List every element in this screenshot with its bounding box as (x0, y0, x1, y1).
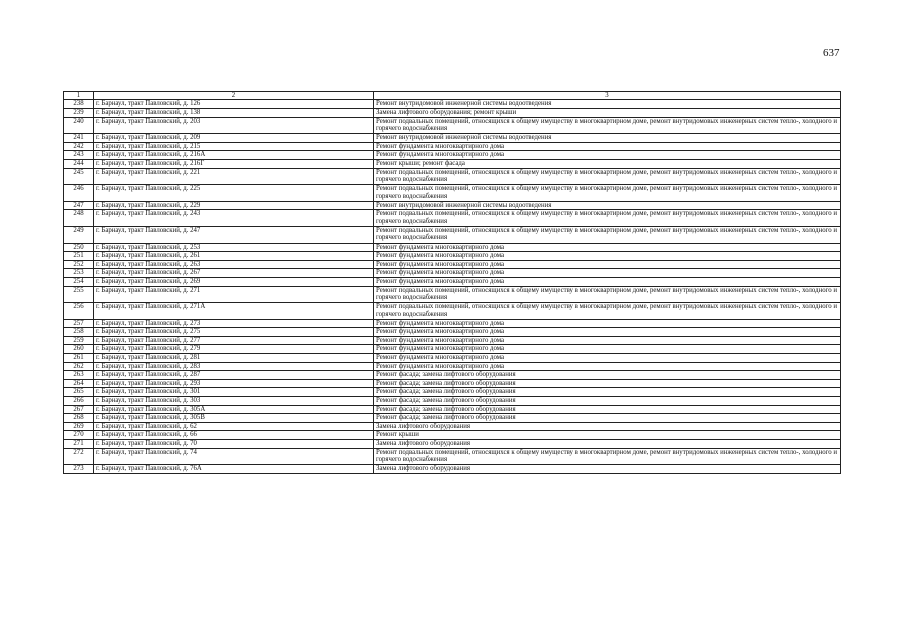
table-row (64, 100, 841, 109)
work-type-cell: Ремонт подвальных помещений, относящихся к общему имуществу в многоквартирном доме, ремонт внутридомовых инженерных систем тепло-, холодного и горячего водоснабжения (374, 210, 841, 227)
work-type-cell: Замена лифтового оборудования (374, 440, 841, 449)
work-type-cell: Ремонт фундамента многоквартирного дома (374, 142, 841, 151)
row-number-cell: 249 (64, 226, 94, 243)
table-row (64, 117, 841, 134)
table-row (64, 414, 841, 423)
table-row (64, 422, 841, 431)
table-row (64, 142, 841, 151)
table-row (64, 371, 841, 380)
table-row (64, 362, 841, 371)
row-number-cell: 255 (64, 286, 94, 303)
row-number-cell: 272 (64, 448, 94, 465)
address-cell: г. Барнаул, тракт Павловский, д. 74 (94, 448, 374, 465)
address-cell: г. Барнаул, тракт Павловский, д. 271А (94, 303, 374, 320)
table-row (64, 336, 841, 345)
repair-register-table (63, 91, 841, 474)
address-cell: г. Барнаул, тракт Павловский, д. 76А (94, 465, 374, 474)
table-row (64, 328, 841, 337)
table-row (64, 345, 841, 354)
address-cell: г. Барнаул, тракт Павловский, д. 62 (94, 422, 374, 431)
table-row (64, 405, 841, 414)
table-row (64, 440, 841, 449)
address-cell: г. Барнаул, тракт Павловский, д. 138 (94, 109, 374, 118)
address-cell: г. Барнаул, тракт Павловский, д. 216Г (94, 159, 374, 168)
row-number-cell: 258 (64, 328, 94, 337)
table-row (64, 252, 841, 261)
column-header-3: 3 (374, 92, 841, 100)
work-type-cell: Ремонт фасада; замена лифтового оборудования (374, 414, 841, 423)
table-row (64, 243, 841, 252)
row-number-cell: 252 (64, 260, 94, 269)
table-row (64, 448, 841, 465)
table-row (64, 159, 841, 168)
work-type-cell: Ремонт фасада; замена лифтового оборудования (374, 388, 841, 397)
row-number-cell: 273 (64, 465, 94, 474)
row-number-cell: 269 (64, 422, 94, 431)
table-row (64, 260, 841, 269)
table-row (64, 303, 841, 320)
address-cell: г. Барнаул, тракт Павловский, д. 279 (94, 345, 374, 354)
address-cell: г. Барнаул, тракт Павловский, д. 277 (94, 336, 374, 345)
address-cell: г. Барнаул, тракт Павловский, д. 203 (94, 117, 374, 134)
row-number-cell: 244 (64, 159, 94, 168)
row-number-cell: 240 (64, 117, 94, 134)
table-row (64, 388, 841, 397)
address-cell: г. Барнаул, тракт Павловский, д. 301 (94, 388, 374, 397)
row-number-cell: 238 (64, 100, 94, 109)
table-row (64, 201, 841, 210)
work-type-cell: Ремонт фасада; замена лифтового оборудования (374, 379, 841, 388)
work-type-cell: Ремонт внутридомовой инженерной системы водоотведения (374, 201, 841, 210)
row-number-cell: 264 (64, 379, 94, 388)
column-header-2: 2 (94, 92, 374, 100)
address-cell: г. Барнаул, тракт Павловский, д. 287 (94, 371, 374, 380)
address-cell: г. Барнаул, тракт Павловский, д. 221 (94, 168, 374, 185)
table-body (64, 100, 841, 473)
row-number-cell: 265 (64, 388, 94, 397)
address-cell: г. Барнаул, тракт Павловский, д. 247 (94, 226, 374, 243)
page-number: 637 (823, 47, 840, 59)
row-number-cell: 247 (64, 201, 94, 210)
work-type-cell: Ремонт внутридомовой инженерной системы водоотведения (374, 134, 841, 143)
work-type-cell: Замена лифтового оборудования (374, 422, 841, 431)
table-row (64, 397, 841, 406)
work-type-cell: Ремонт подвальных помещений, относящихся к общему имуществу в многоквартирном доме, ремонт внутридомовых инженерных систем тепло-, холодного и горячего водоснабжения (374, 303, 841, 320)
work-type-cell: Ремонт фасада; замена лифтового оборудования (374, 397, 841, 406)
address-cell: г. Барнаул, тракт Павловский, д. 281 (94, 354, 374, 363)
row-number-cell: 250 (64, 243, 94, 252)
row-number-cell: 241 (64, 134, 94, 143)
address-cell: г. Барнаул, тракт Павловский, д. 275 (94, 328, 374, 337)
work-type-cell: Ремонт подвальных помещений, относящихся к общему имуществу в многоквартирном доме, ремонт внутридомовых инженерных систем тепло-, холодного и горячего водоснабжения (374, 185, 841, 202)
row-number-cell: 243 (64, 151, 94, 160)
table-row (64, 379, 841, 388)
table-row (64, 431, 841, 440)
work-type-cell: Ремонт фундамента многоквартирного дома (374, 336, 841, 345)
row-number-cell: 266 (64, 397, 94, 406)
row-number-cell: 261 (64, 354, 94, 363)
column-number-row (64, 92, 841, 100)
work-type-cell: Ремонт подвальных помещений, относящихся к общему имуществу в многоквартирном доме, ремонт внутридомовых инженерных систем тепло-, холодного и горячего водоснабжения (374, 168, 841, 185)
work-type-cell: Ремонт фасада; замена лифтового оборудования (374, 371, 841, 380)
work-type-cell: Ремонт фундамента многоквартирного дома (374, 243, 841, 252)
work-type-cell: Ремонт подвальных помещений, относящихся к общему имуществу в многоквартирном доме, ремонт внутридомовых инженерных систем тепло-, холодного и горячего водоснабжения (374, 226, 841, 243)
table-row (64, 226, 841, 243)
work-type-cell: Ремонт подвальных помещений, относящихся к общему имуществу в многоквартирном доме, ремонт внутридомовых инженерных систем тепло-, холодного и горячего водоснабжения (374, 117, 841, 134)
work-type-cell: Ремонт фундамента многоквартирного дома (374, 328, 841, 337)
row-number-cell: 263 (64, 371, 94, 380)
address-cell: г. Барнаул, тракт Павловский, д. 261 (94, 252, 374, 261)
row-number-cell: 253 (64, 269, 94, 278)
address-cell: г. Барнаул, тракт Павловский, д. 209 (94, 134, 374, 143)
work-type-cell: Ремонт крыши (374, 431, 841, 440)
table-row (64, 465, 841, 474)
address-cell: г. Барнаул, тракт Павловский, д. 303 (94, 397, 374, 406)
row-number-cell: 257 (64, 319, 94, 328)
row-number-cell: 271 (64, 440, 94, 449)
work-type-cell: Замена лифтового оборудования (374, 465, 841, 474)
address-cell: г. Барнаул, тракт Павловский, д. 216А (94, 151, 374, 160)
address-cell: г. Барнаул, тракт Павловский, д. 305А (94, 405, 374, 414)
address-cell: г. Барнаул, тракт Павловский, д. 273 (94, 319, 374, 328)
row-number-cell: 270 (64, 431, 94, 440)
row-number-cell: 254 (64, 277, 94, 286)
row-number-cell: 262 (64, 362, 94, 371)
address-cell: г. Барнаул, тракт Павловский, д. 269 (94, 277, 374, 286)
work-type-cell: Ремонт фундамента многоквартирного дома (374, 354, 841, 363)
address-cell: г. Барнаул, тракт Павловский, д. 263 (94, 260, 374, 269)
table-row (64, 185, 841, 202)
address-cell: г. Барнаул, тракт Павловский, д. 293 (94, 379, 374, 388)
work-type-cell: Ремонт подвальных помещений, относящихся к общему имуществу в многоквартирном доме, ремонт внутридомовых инженерных систем тепло-, холодного и горячего водоснабжения (374, 448, 841, 465)
table-row (64, 277, 841, 286)
row-number-cell: 245 (64, 168, 94, 185)
address-cell: г. Барнаул, тракт Павловский, д. 126 (94, 100, 374, 109)
row-number-cell: 251 (64, 252, 94, 261)
work-type-cell: Ремонт фундамента многоквартирного дома (374, 362, 841, 371)
work-type-cell: Замена лифтового оборудования; ремонт крыши (374, 109, 841, 118)
table-row (64, 210, 841, 227)
address-cell: г. Барнаул, тракт Павловский, д. 225 (94, 185, 374, 202)
work-type-cell: Ремонт фундамента многоквартирного дома (374, 151, 841, 160)
address-cell: г. Барнаул, тракт Павловский, д. 283 (94, 362, 374, 371)
work-type-cell: Ремонт фундамента многоквартирного дома (374, 260, 841, 269)
address-cell: г. Барнаул, тракт Павловский, д. 70 (94, 440, 374, 449)
row-number-cell: 268 (64, 414, 94, 423)
work-type-cell: Ремонт подвальных помещений, относящихся к общему имуществу в многоквартирном доме, ремонт внутридомовых инженерных систем тепло-, холодного и горячего водоснабжения (374, 286, 841, 303)
table-row (64, 151, 841, 160)
work-type-cell: Ремонт фундамента многоквартирного дома (374, 277, 841, 286)
address-cell: г. Барнаул, тракт Павловский, д. 243 (94, 210, 374, 227)
column-header-1: 1 (64, 92, 94, 100)
row-number-cell: 239 (64, 109, 94, 118)
address-cell: г. Барнаул, тракт Павловский, д. 229 (94, 201, 374, 210)
work-type-cell: Ремонт фундамента многоквартирного дома (374, 345, 841, 354)
address-cell: г. Барнаул, тракт Павловский, д. 253 (94, 243, 374, 252)
address-cell: г. Барнаул, тракт Павловский, д. 215 (94, 142, 374, 151)
address-cell: г. Барнаул, тракт Павловский, д. 267 (94, 269, 374, 278)
table-row (64, 354, 841, 363)
work-type-cell: Ремонт внутридомовой инженерной системы водоотведения (374, 100, 841, 109)
row-number-cell: 246 (64, 185, 94, 202)
table-row (64, 319, 841, 328)
work-type-cell: Ремонт фундамента многоквартирного дома (374, 319, 841, 328)
row-number-cell: 259 (64, 336, 94, 345)
table-row (64, 109, 841, 118)
table-row (64, 168, 841, 185)
table-row (64, 286, 841, 303)
row-number-cell: 248 (64, 210, 94, 227)
table-row (64, 269, 841, 278)
row-number-cell: 242 (64, 142, 94, 151)
work-type-cell: Ремонт фундамента многоквартирного дома (374, 252, 841, 261)
address-cell: г. Барнаул, тракт Павловский, д. 305В (94, 414, 374, 423)
work-type-cell: Ремонт фундамента многоквартирного дома (374, 269, 841, 278)
address-cell: г. Барнаул, тракт Павловский, д. 66 (94, 431, 374, 440)
work-type-cell: Ремонт крыши; ремонт фасада (374, 159, 841, 168)
address-cell: г. Барнаул, тракт Павловский, д. 271 (94, 286, 374, 303)
row-number-cell: 267 (64, 405, 94, 414)
work-type-cell: Ремонт фасада; замена лифтового оборудования (374, 405, 841, 414)
table-row (64, 134, 841, 143)
row-number-cell: 260 (64, 345, 94, 354)
row-number-cell: 256 (64, 303, 94, 320)
